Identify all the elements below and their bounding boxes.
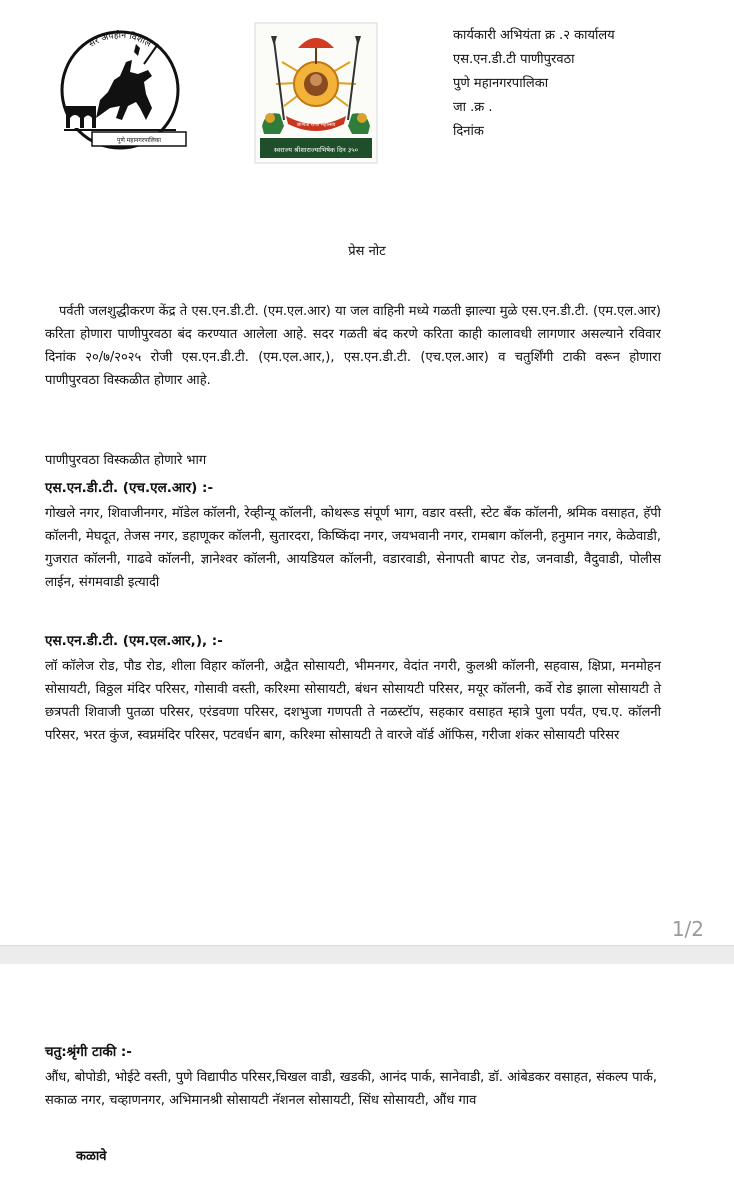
shivrajyabhishek-emblem-logo: [254, 22, 378, 164]
office-address-block: [453, 24, 615, 144]
closing-text: कळावे: [76, 1149, 107, 1164]
logo-seal-text: पुणे महानगरपालिका: [117, 137, 161, 144]
office-line-department: एस.एन.डी.टी पाणीपुरवठा: [453, 52, 575, 67]
office-line-designation: कार्यकारी अभियंता क्र .२ कार्यालय: [453, 28, 615, 43]
intro-paragraph: पर्वती जलशुद्धीकरण केंद्र ते एस.एन.डी.टी. (एम.एल.आर) या जल वाहिनी मध्ये गळती झाल्या मुळे एस.एन.डी.टी. (एम.एल.आर) करिता होणारा पाणीपुरवठा बंद करण्यात आलेला आहे. सदर गळती बंद करणे करिता काही कालावधी लागणार असल्याने रविवार दिनांक २०/७/२०२५ रोजी एस.एन.डी.टी. (एम.एल.आर,), एस.एन.डी.टी. (एच.एल.आर) व चतुर्शिंगी टाकी वरून होणारा पाणीपुरवठा विस्कळीत होणार आहे.: [45, 304, 661, 388]
logo-arc-text: सर अपहीन विशाल: [87, 30, 153, 50]
hlr-areas-list: गोखले नगर, शिवाजीनगर, मॉडेल कॉलनी, रेव्हीन्यू कॉलनी, कोथरूड संपूर्ण भाग, वडार वस्ती, स्टेट बँक कॉलनी, श्रमिक वसाहत, हॅपी कॉलनी, मेघदूत, तेजस नगर, डहाणूकर कॉलनी, सुतारदरा, किष्किंदा नगर, जयभवानी नगर, रामबाग कॉलनी, हनुमान नगर, केळेवाडी, गुजरात कॉलनी, गाढवे कॉलनी, ज्ञानेश्वर कॉलनी, आयडियल कॉलनी, वडारवाडी, सेनापती बापट रोड, जनवाडी, वैदुवाडी, पोलीस लाईन, संगमवाडी इत्यादी: [45, 506, 661, 590]
office-line-date: दिनांक: [453, 124, 484, 139]
chatushrungi-section-heading: चतु:श्रृंगी टाकी :-: [45, 1044, 132, 1060]
hlr-section-heading: एस.एन.डी.टी. (एच.एल.आर) :-: [45, 480, 214, 496]
pune-municipal-corporation-logo: [48, 22, 192, 162]
press-note-title: प्रेस नोट: [348, 244, 386, 259]
mlr-areas-list: लॉ कॉलेज रोड, पौड रोड, शीला विहार कॉलनी, अद्वैत सोसायटी, भीमनगर, वेदांत नगरी, कुलश्री कॉलनी, सहवास, क्षिप्रा, मनमोहन सोसायटी, विठ्ठल मंदिर परिसर, गोसावी वस्ती, करिश्मा सोसायटी, बंधन सोसायटी परिसर, मयूर कॉलनी, कर्वे रोड झाला सोसायटी ते छत्रपती शिवाजी पुतळा परिसर, एरंडवणा परिसर, दशभुजा गणपती ते नळस्टॉप, सहकार वसाहत म्हात्रे पुला पर्यंत, एच.ए. कॉलनी परिसर, भरत कुंज, स्वप्नमंदिर परिसर, पटवर्धन बाग, करिश्मा सोसायटी ते वारजे वॉर्ड ऑफिस, गरीजा शंकर सोसायटी परिसर: [45, 659, 661, 743]
affected-areas-heading: पाणीपुरवठा विस्कळीत होणारे भाग: [45, 453, 207, 468]
mlr-section-heading: एस.एन.डी.टी. (एम.एल.आर,), :-: [45, 633, 223, 649]
page-separator: [0, 945, 734, 965]
page-number-indicator: 1/2: [671, 917, 704, 941]
emblem-base-text: स्वराज्य श्रीशाराज्याभिषेक दिन ३५०: [274, 146, 358, 154]
svg-text:सर अपहीन विशाल: [87, 29, 153, 50]
chatushrungi-areas-list: औंध, बोपोडी, भोईटे वस्ती, पुणे विद्यापीठ परिसर,चिखल वाडी, खडकी, आनंद पार्क, सानेवाडी, डॉ. आंबेडकर वसाहत, संकल्प पार्क, सकाळ नगर, चव्हाणनगर, अभिमानश्री सोसायटी नॅशनल सोसायटी, सिंध सोसायटी, औंध गाव: [45, 1070, 657, 1108]
office-line-corporation: पुणे महानगरपालिका: [453, 76, 549, 91]
office-line-reference-number: जा .क्र .: [453, 100, 493, 115]
emblem-banner-text: जाणता राजा महोत्सव: [296, 122, 336, 128]
